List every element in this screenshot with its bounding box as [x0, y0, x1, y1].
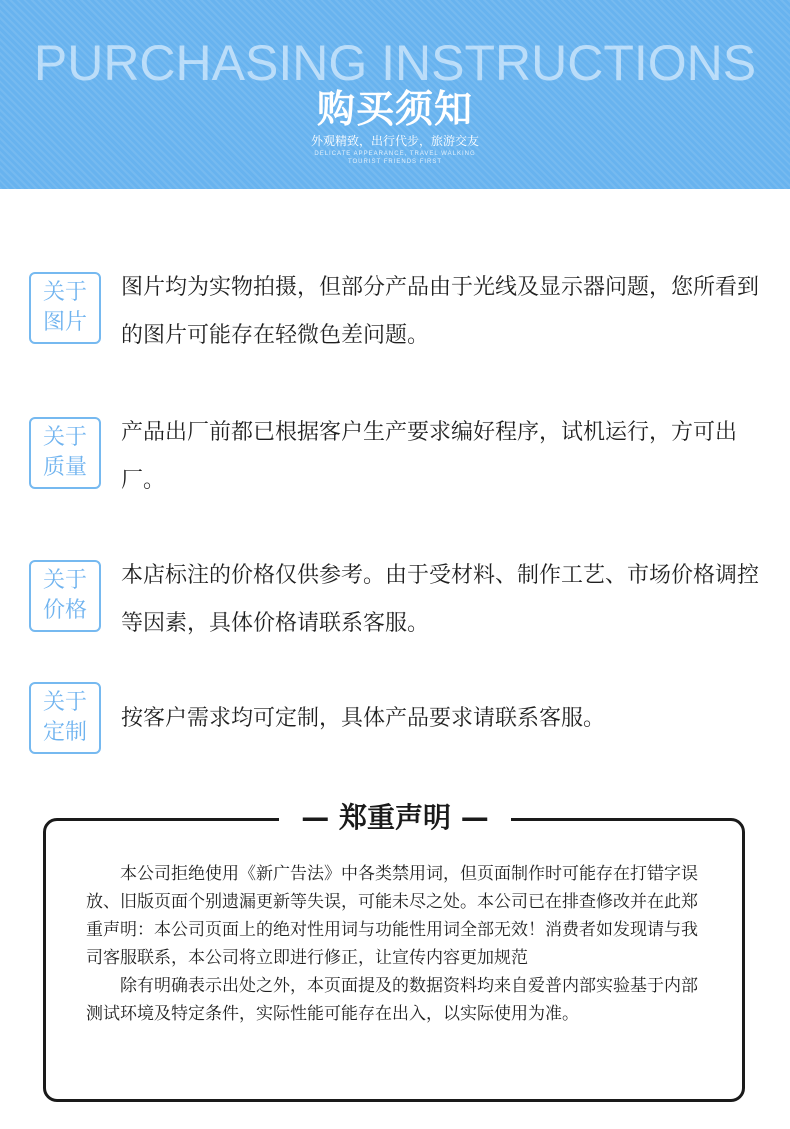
- header-banner: [0, 0, 790, 189]
- banner-title-english: PURCHASING INSTRUCTIONS: [33, 35, 757, 91]
- badge-label-line2: 质量: [42, 455, 87, 480]
- item-description: 图片均为实物拍摄，但部分产品由于光线及显示器问题，您所看到的图片可能存在轻微色差问题。: [121, 275, 760, 348]
- statement-title: [0, 798, 790, 838]
- badge-label-line1: 关于: [42, 425, 87, 450]
- banner-tagline-1: DELICATE APPEARANCE, TRAVEL WALKING: [314, 151, 476, 157]
- banner-title-chinese: 购买须知: [316, 87, 473, 131]
- item-description: 按客户需求均可定制，具体产品要求请联系客服。: [121, 706, 606, 731]
- badge-label-line1: 关于: [42, 280, 87, 305]
- badge-photos: [29, 272, 101, 344]
- badge-label-line2: 定制: [42, 720, 87, 745]
- badge-label-line1: 关于: [42, 568, 87, 593]
- statement-title-text: — 郑重声明 —: [279, 798, 511, 838]
- badge-quality: [29, 417, 101, 489]
- banner-tagline-2: TOURIST FRIENDS FIRST: [347, 159, 443, 165]
- statement-paragraph-2: 除有明确表示出处之外，本页面提及的数据资料均来自爱普内部实验基于内部测试环境及特定条件，实际性能可能存在出入，以实际使用为准。: [86, 976, 698, 1024]
- item-description: 本店标注的价格仅供参考。由于受材料、制作工艺、市场价格调控等因素，具体价格请联系客服。: [121, 563, 760, 636]
- statement-paragraph-1: 本公司拒绝使用《新广告法》中各类禁用词，但页面制作时可能存在打错字误放、旧版页面个别遗漏更新等失误，可能未尽之处。本公司已在排查修改并在此郑重声明：本公司页面上的绝对性用词与功能性用词全部无效！消费者如发现请与我司客服联系，本公司将立即进行修正，让宣传内容更加规范: [86, 864, 698, 968]
- item-description: 产品出厂前都已根据客户生产要求编好程序，试机运行，方可出厂。: [121, 420, 738, 493]
- statement-body: [86, 860, 714, 1028]
- badge-label-line1: 关于: [42, 690, 87, 715]
- badge-custom: [29, 682, 101, 754]
- banner-subtitle: 外观精致，出行代步，旅游交友: [310, 134, 479, 148]
- badge-price: [29, 560, 101, 632]
- badge-label-line2: 价格: [42, 598, 87, 623]
- badge-label-line2: 图片: [42, 310, 87, 335]
